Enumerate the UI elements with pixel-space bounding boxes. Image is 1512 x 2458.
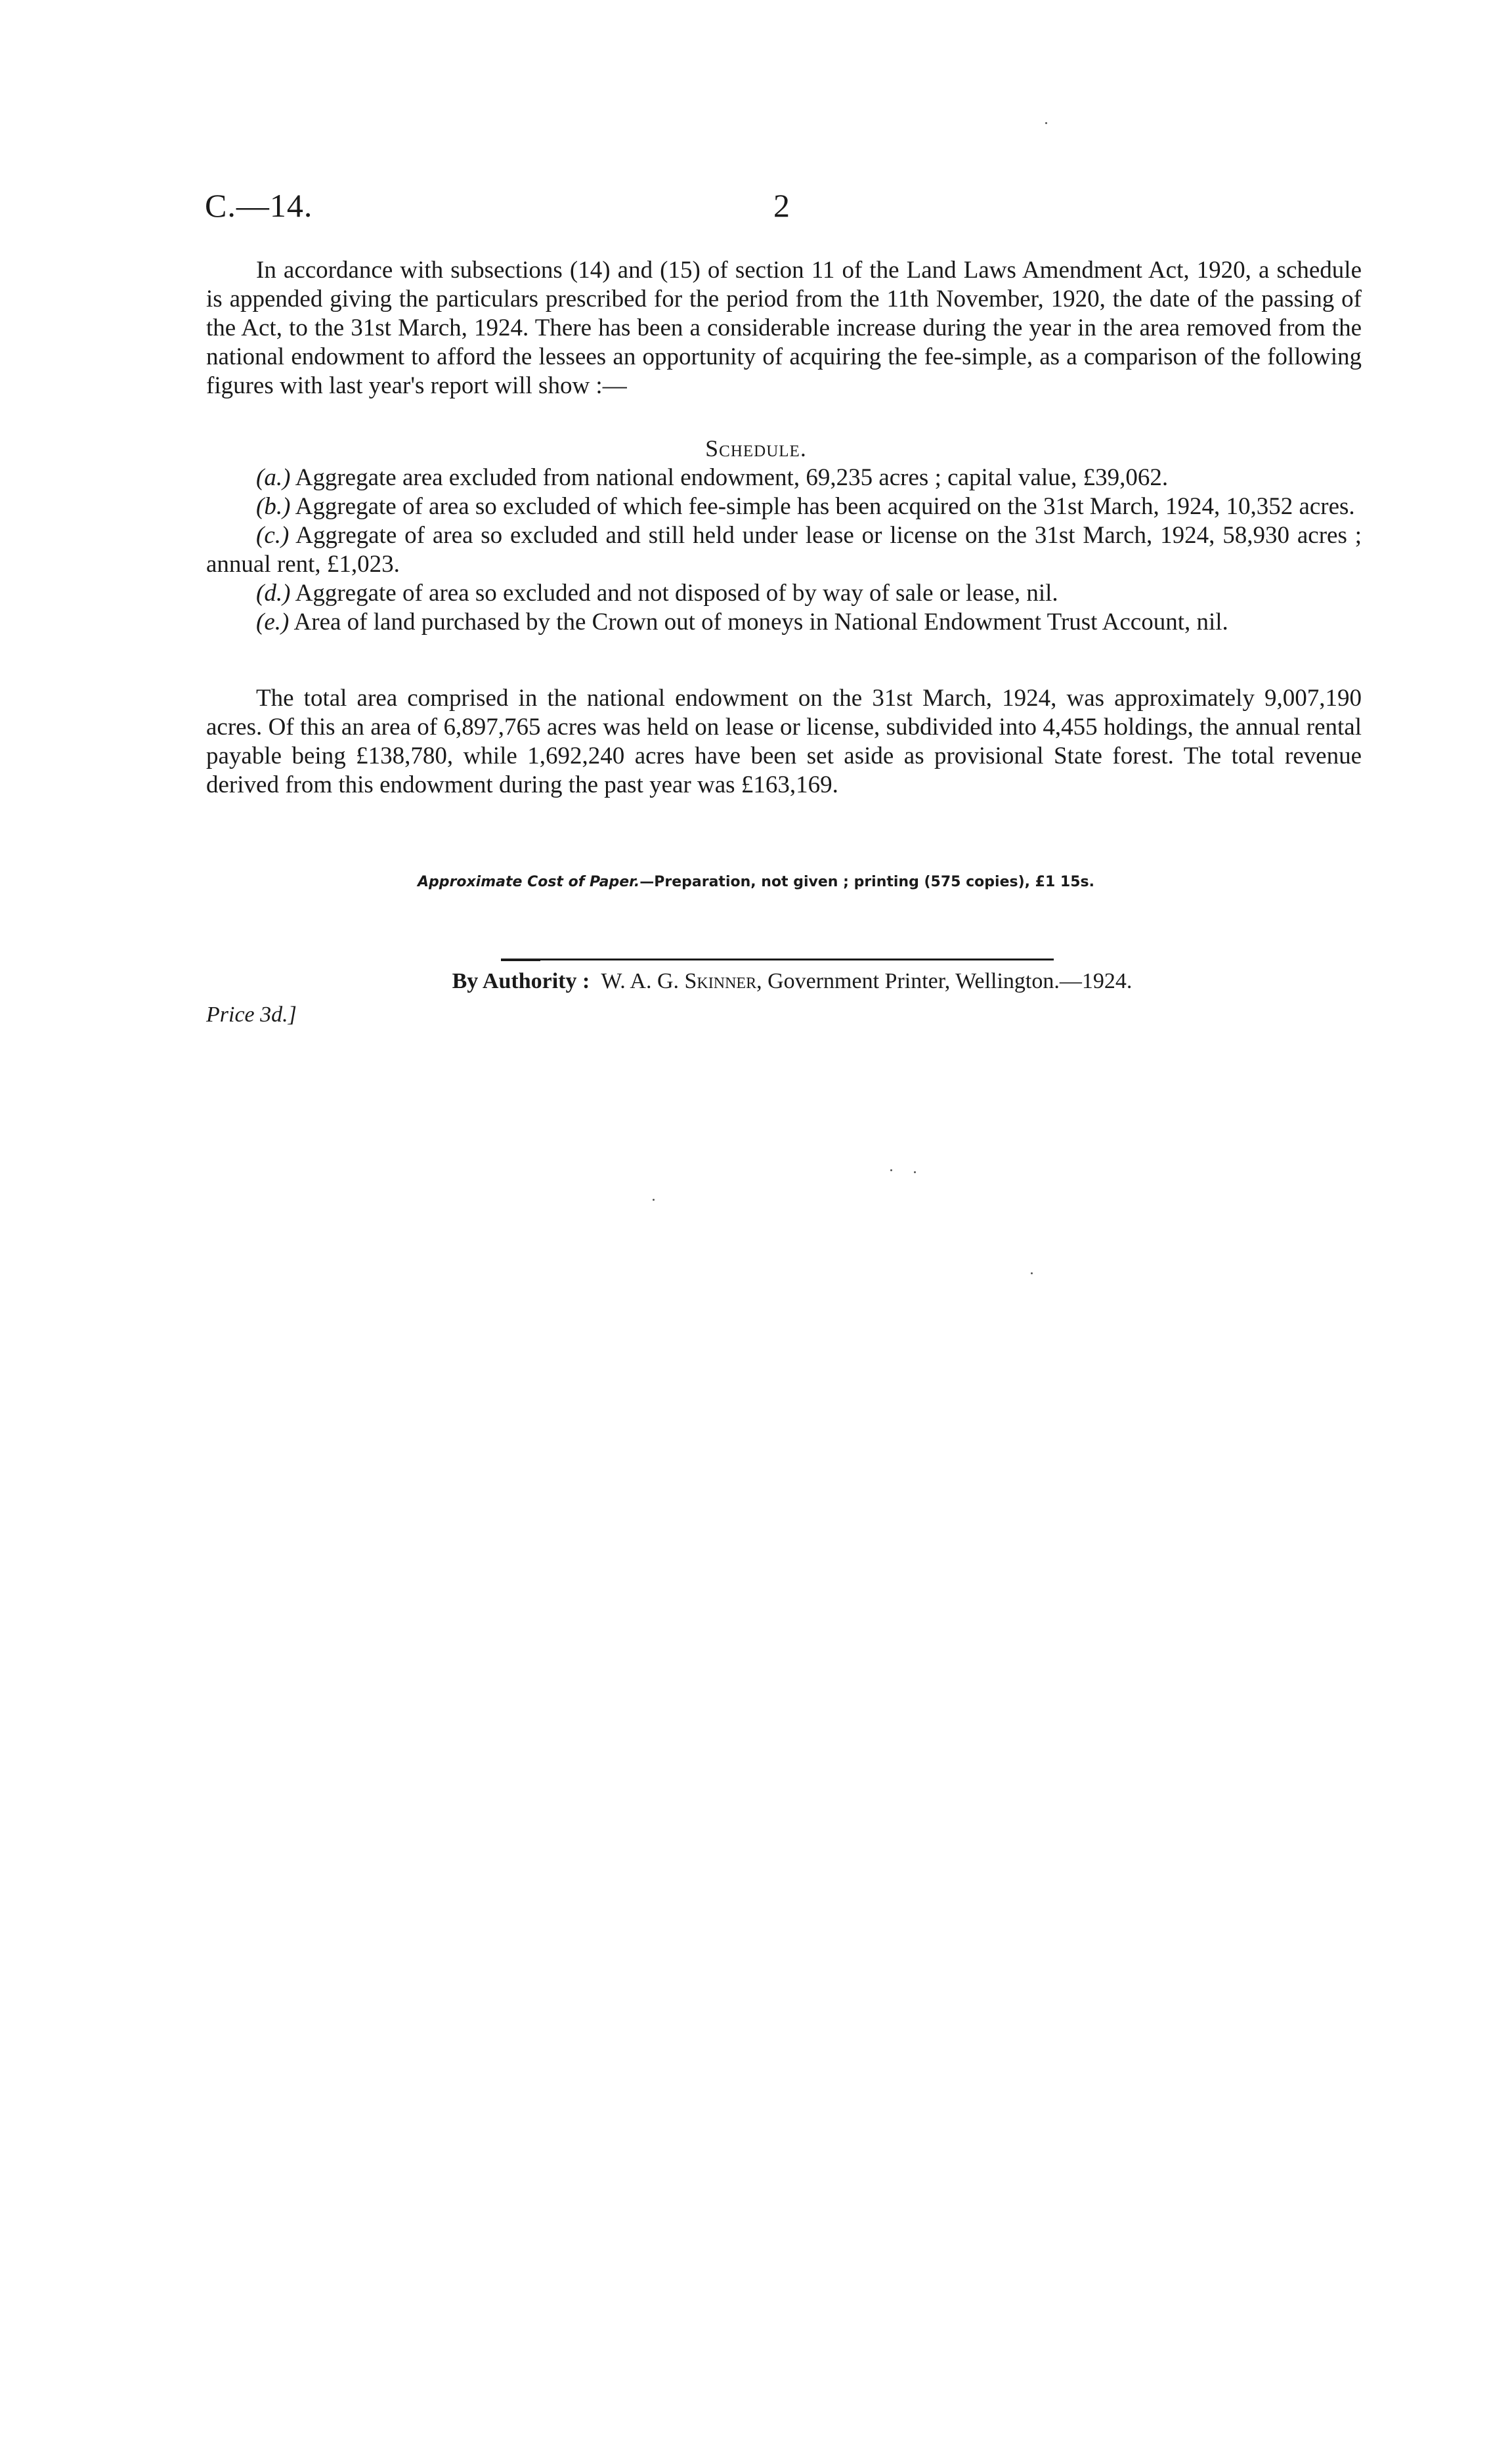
intro-paragraph-block [206,256,1362,400]
paper-reference: C.—14. [205,187,313,224]
schedule-list [206,464,1362,637]
print-speck [1031,1272,1033,1274]
imprint-label: By Authority : [452,969,590,993]
print-speck [653,1199,655,1201]
cost-of-paper-note [0,874,1512,890]
schedule-item-label: (b.) [256,493,291,520]
cost-note-label: Approximate Cost of Paper. [417,874,640,890]
schedule-item-text: Aggregate of area so excluded and still held under lease or license on the 31st March, 1924, 58,930 acres ; annual rent, £1,023. [206,522,1362,578]
divider-rule [501,959,1054,960]
schedule-item [206,608,1362,637]
schedule-item [206,521,1362,579]
summary-paragraph-block [206,684,1362,800]
schedule-item [206,492,1362,521]
divider-rule-accent [501,959,540,961]
schedule-item-label: (a.) [256,464,291,491]
printer-imprint [0,969,1512,994]
summary-paragraph: The total area comprised in the national endowment on the 31st March, 1924, was approximately 9,007,190 acres. Of this an area of 6,897,765 acres was held on lease or license, subdivided into 4,455 holdings, the annual rental payable being £138,780, while 1,692,240 acres have been set aside as provisional State forest. The total revenue derived from this endowment during the past year was £163,169. [206,685,1362,798]
page-number: 2 [773,187,790,224]
schedule-item [206,579,1362,608]
schedule-item-label: (e.) [256,609,290,636]
cost-note-text: —Preparation, not given ; printing (575 copies), £1 15s. [639,874,1095,890]
print-speck [1045,122,1047,124]
print-speck [914,1171,916,1173]
schedule-item-text: Aggregate area excluded from national endowment, 69,235 acres ; capital value, £39,062. [295,464,1169,491]
schedule-item-text: Aggregate of area so excluded of which fee-simple has been acquired on the 31st March, 1924, 10,352 acres. [295,493,1355,520]
imprint-printer: W. A. G. Skinner [601,969,757,993]
print-speck [890,1169,892,1171]
imprint-rest: , Government Printer, Wellington.—1924. [756,969,1133,993]
schedule-item [206,464,1362,492]
schedule-heading: Schedule. [705,435,807,462]
schedule-item-label: (d.) [256,580,291,607]
price-note: Price 3d.] [206,1003,297,1027]
schedule-item-label: (c.) [256,522,290,549]
intro-paragraph: In accordance with subsections (14) and (15) of section 11 of the Land Laws Amendment Act, 1920, a schedule is appended giving the particulars prescribed for the period from the 11th November, 1920, the date of the passing of the Act, to the 31st March, 1924. There has been a considerable increase during the year in the area removed from the national endowment to afford the lessees an opportunity of acquiring the fee-simple, as a comparison of the following figures with last year's report will show :— [206,257,1362,399]
schedule-item-text: Aggregate of area so excluded and not disposed of by way of sale or lease, nil. [295,580,1058,607]
schedule-item-text: Area of land purchased by the Crown out of moneys in National Endowment Trust Account, nil. [293,609,1228,636]
